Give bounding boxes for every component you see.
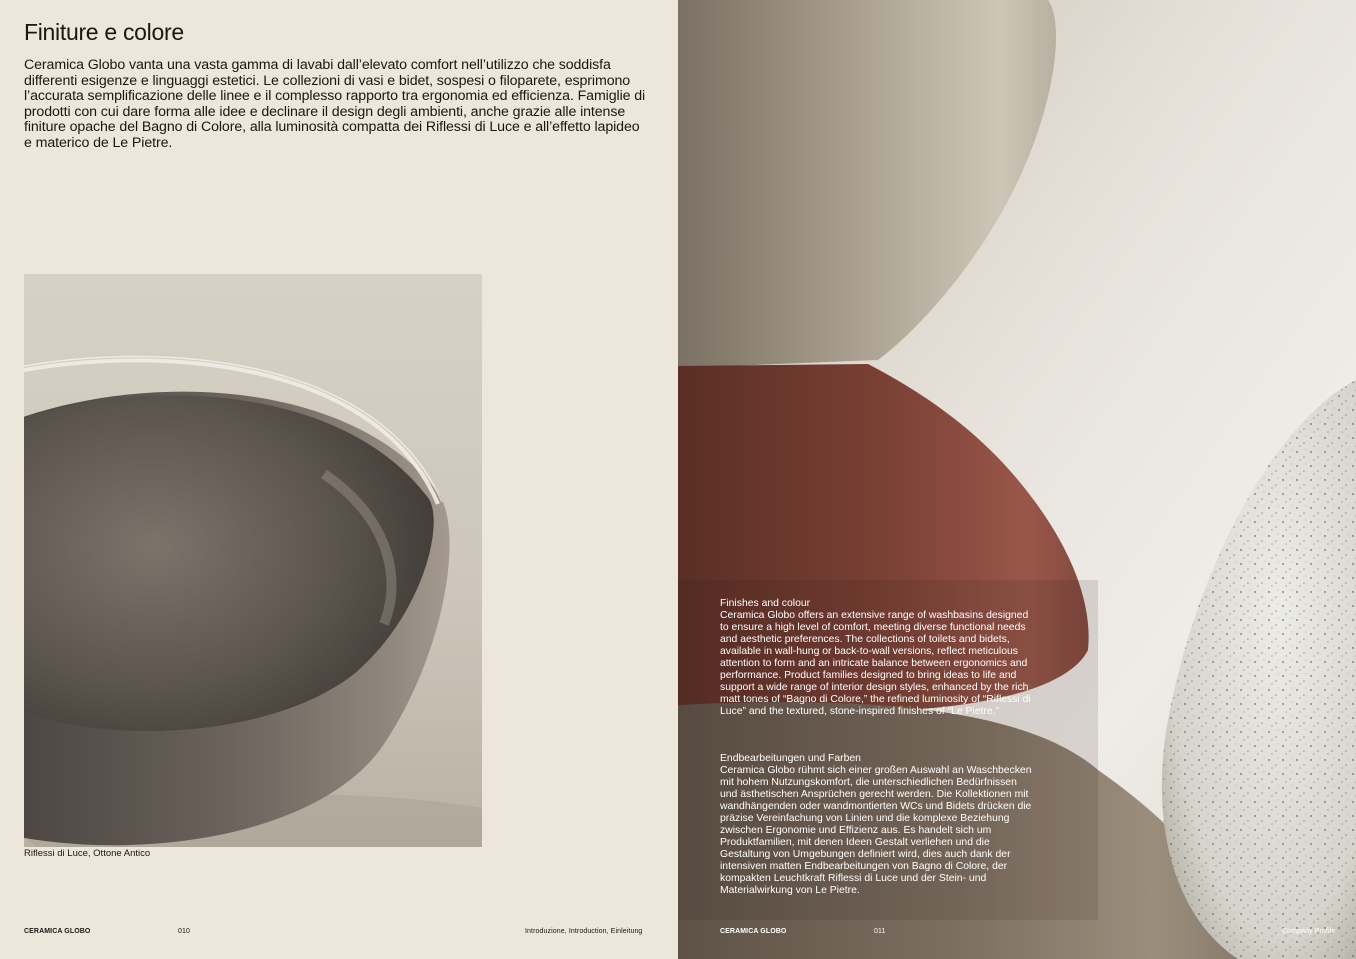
intro-paragraph: Ceramica Globo vanta una vasta gamma di lavabi dall’elevato comfort nell’utilizzo che soddisfa differenti esigenze e linguaggi estetici. Le collezioni di vasi e bidet, sospesi o filoparete, esprimono l’accurata semplificazione delle linee e il complesso rapporto tra ergonomia ed efficienza. Famiglie di prodotti con cui dare forma alle idee e declinare il design degli ambienti, anche grazie alle intense finiture opache del Bagno di Colore, alla luminosità compatta dei Riflessi di Luce e all’effetto lapideo e materico de Le Pietre. (24, 57, 646, 151)
photo-caption: Riflessi di Luce, Ottone Antico (24, 848, 151, 859)
footer-page-number-right: 011 (874, 928, 886, 935)
footer-section-right: Company Profile (1282, 928, 1336, 935)
footer-brand: CERAMICA GLOBO (24, 928, 91, 935)
german-heading: Endbearbeitungen und Farben (720, 753, 861, 764)
english-text-block (720, 598, 1032, 718)
page-title: Finiture e colore (24, 19, 184, 45)
english-body: Ceramica Globo offers an extensive range of washbasins designed to ensure a high level of comfort, meeting diverse functional needs and aesthetic preferences. The collections of toilets and bidets, available in wall-hung or back-to-wall versions, reflect meticulous attention to form and an intricate balance between ergonomics and performance. Product families designed to bring ideas to life and support a wide range of interior design styles, enhanced by the rich matt tones of “Bagno di Colore,” the refined luminosity of “Riflessi di Luce” and the textured, stone-inspired finishes of “Le Pietre.” (720, 610, 1031, 717)
footer-section: Introduzione, Introduction, Einleitung (525, 928, 643, 935)
german-body: Ceramica Globo rühmt sich einer großen Auswahl an Waschbecken mit hohem Nutzungskomfort, die unterschiedlichen Bedürfnissen und ästhetischen Ansprüchen gerecht werden. Die Kollektionen mit wandhängenden oder wandmontierten WCs und Bidets drücken die präzise Vereinfachung von Linien und die komplexe Beziehung zwischen Ergonomie und Effizienz aus. Es handelt sich um Produktfamilien, mit denen Ideen Gestalt verliehen und die Gestaltung von Umgebungen definiert wird, dies auch dank der intensiven matten Endbearbeitungen von Bagno di Colore, der kompakten Leuchtkraft Riflessi di Luce und der Stein- und Materialwirkung von Le Pietre. (720, 765, 1032, 896)
grey-glossy-bowl-photo (24, 274, 482, 847)
footer-page-number: 010 (178, 928, 190, 935)
footer-brand-right: CERAMICA GLOBO (720, 928, 787, 935)
english-heading: Finishes and colour (720, 598, 811, 609)
german-text-block (720, 753, 1032, 897)
